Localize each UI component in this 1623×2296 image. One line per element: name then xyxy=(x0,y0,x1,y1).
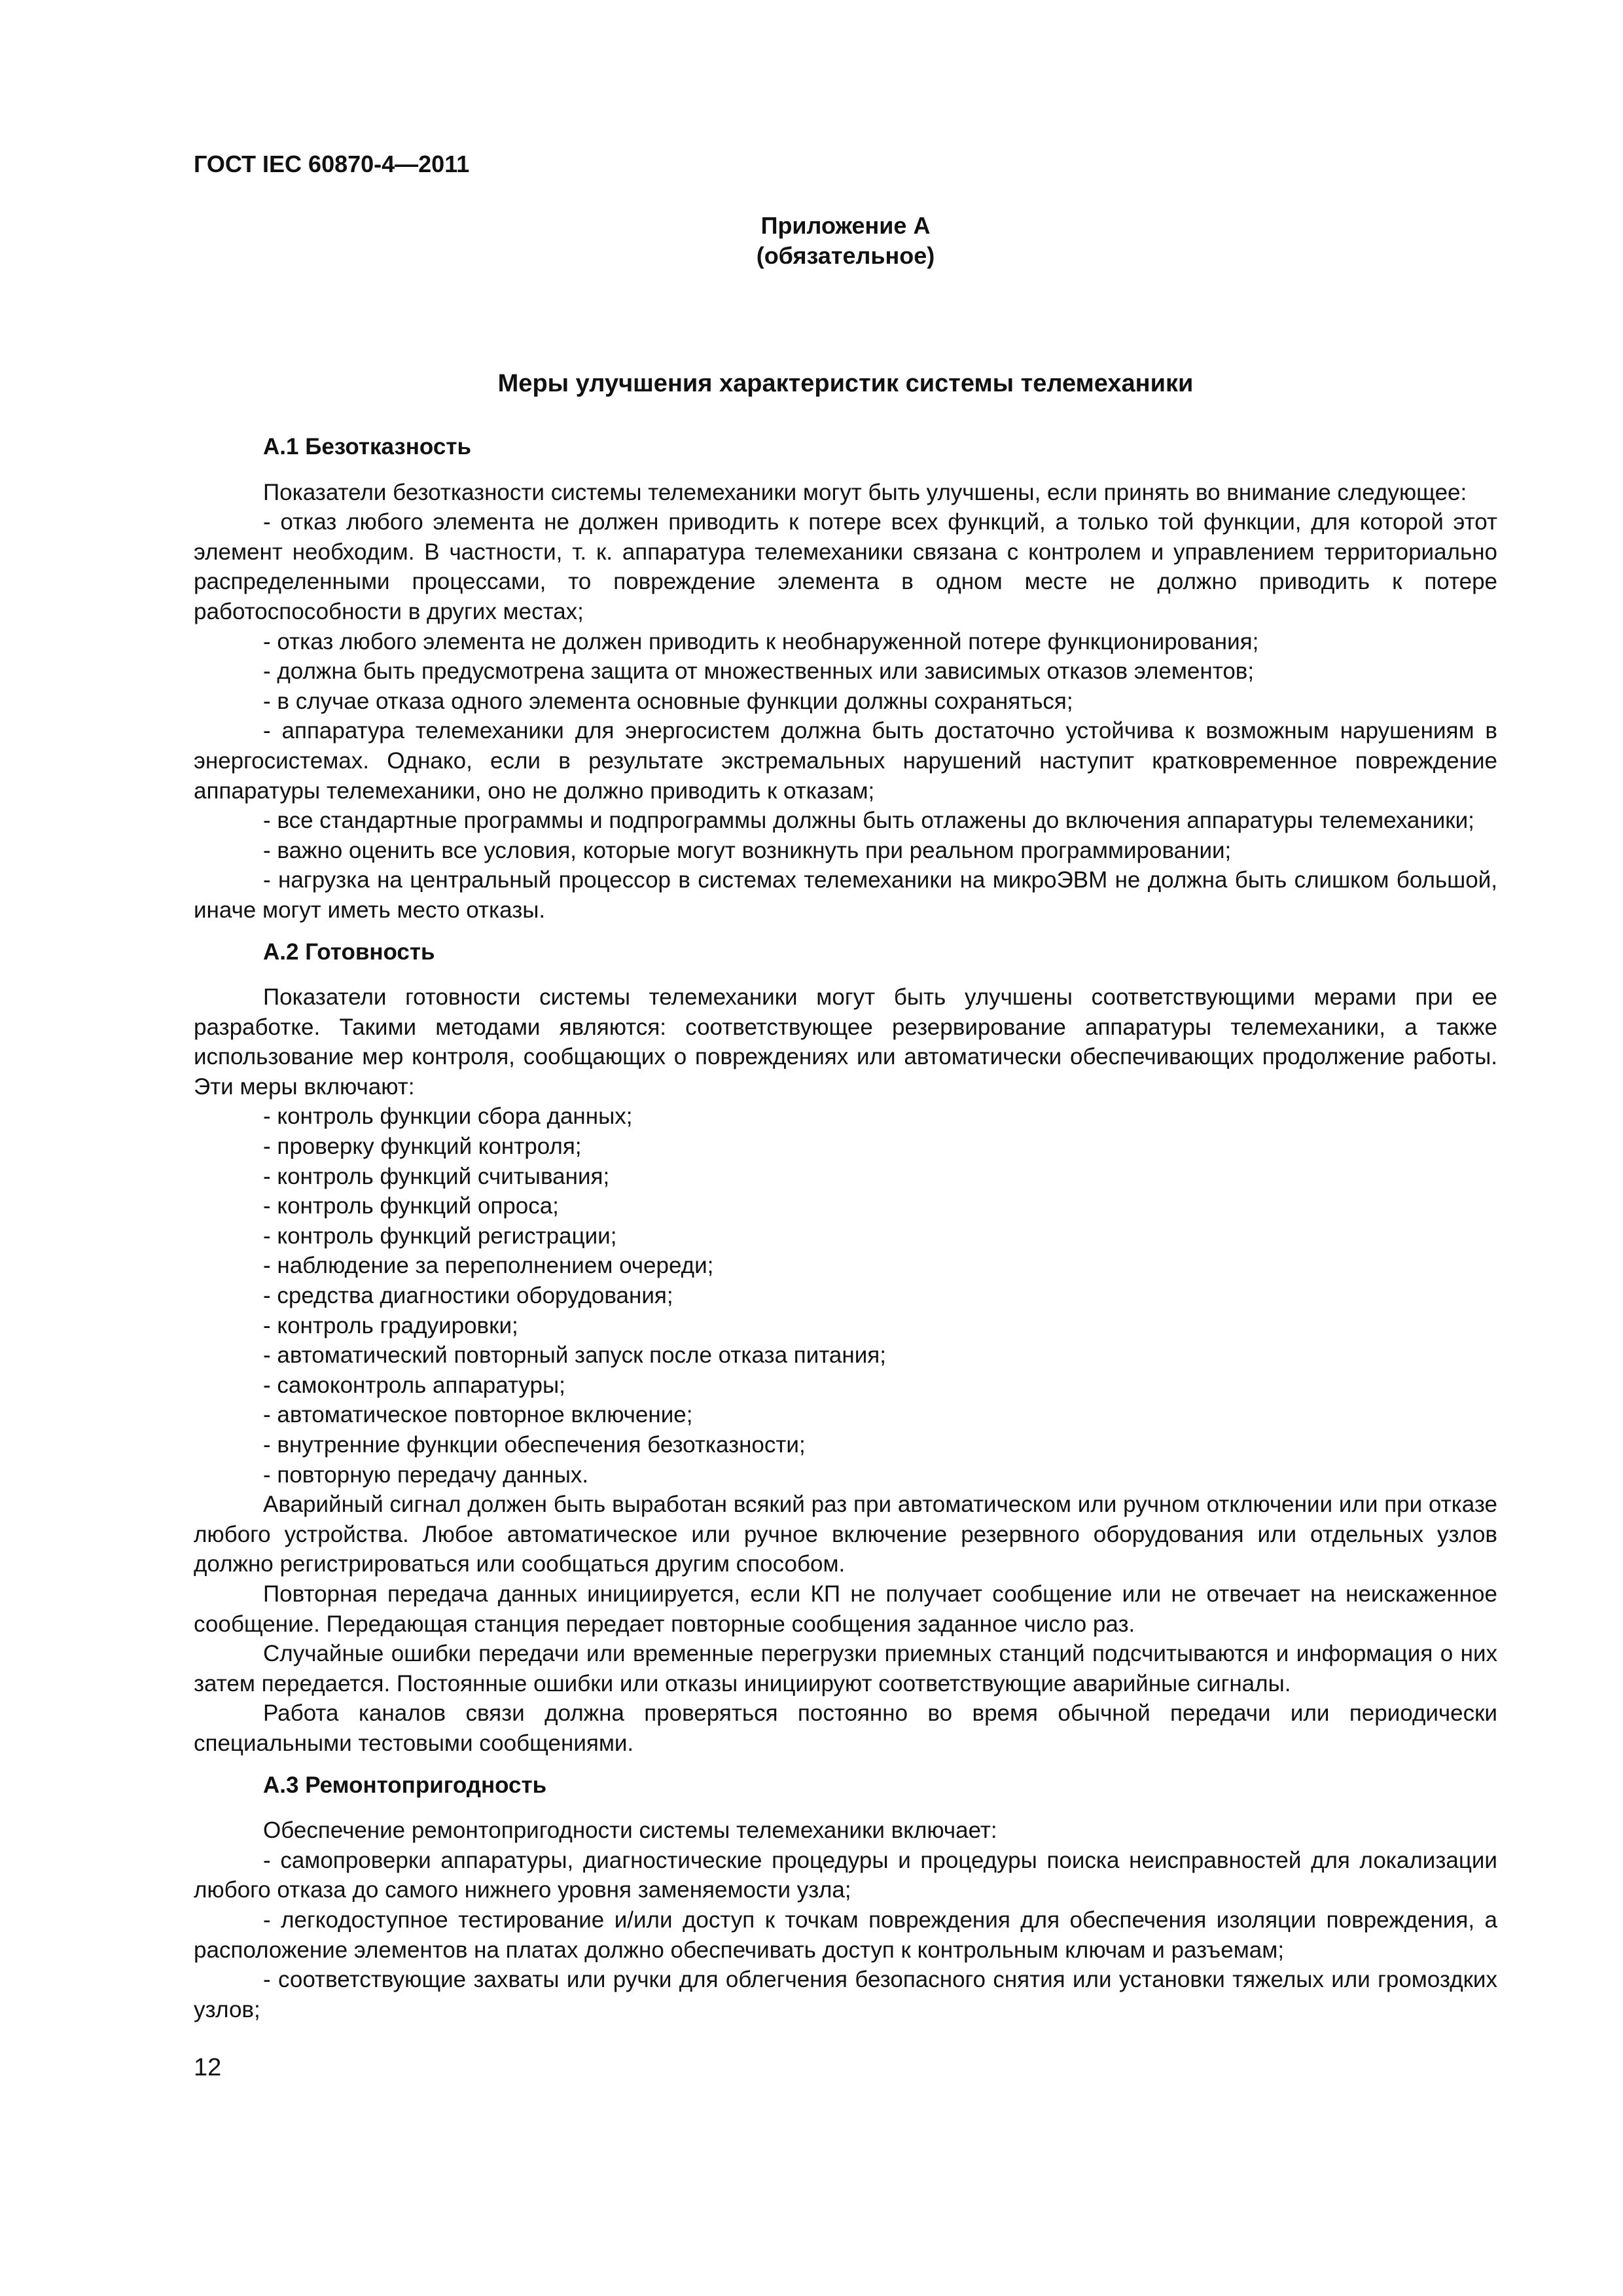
main-title: Меры улучшения характеристик системы телемеханики xyxy=(497,370,1194,397)
list-item: - контроль функции сбора данных; xyxy=(263,1103,633,1130)
annex-title: Приложение А xyxy=(760,212,931,239)
list-item: - контроль функций опроса; xyxy=(263,1193,559,1219)
list-item: - легкодоступное тестирование и/или доступ к точкам повреждения для обеспечения изоляции повреждения, а расположение элементов на платах должно обеспечивать доступ к контрольным ключам и разъемам; xyxy=(194,1907,1497,1963)
list-item: - отказ любого элемента не должен приводить к необнаруженной потере функционирования; xyxy=(263,628,1259,655)
list-item: - автоматическое повторное включение; xyxy=(263,1402,693,1428)
paragraph: Случайные ошибки передачи или временные перегрузки приемных станций подсчитываются и информация о них затем передается. Постоянные ошибки или отказы инициируют соответствующие аварийные сигналы. xyxy=(194,1641,1497,1696)
list-item: - нагрузка на центральный процессор в системах телемеханики на микроЭВМ не должна быть слишком большой, иначе могут иметь место отказы. xyxy=(194,867,1497,923)
section-heading-a3: А.3 Ремонтопригодность xyxy=(263,1772,547,1798)
list-item: - в случае отказа одного элемента основные функции должны сохраняться; xyxy=(263,688,1073,714)
document-body xyxy=(194,432,1497,2024)
section-a1-intro: Показатели безотказности системы телемеханики могут быть улучшены, если принять во внимание следующее: xyxy=(263,479,1467,505)
paragraph: Повторная передача данных инициируется, если КП не получает сообщение или не отвечает на неискаженное сообщение. Передающая станция передает повторные сообщения заданное число раз. xyxy=(194,1581,1497,1637)
document-code: ГОСТ IEC 60870-4—2011 xyxy=(194,151,470,177)
list-item: - контроль функций регистрации; xyxy=(263,1223,617,1249)
paragraph: Аварийный сигнал должен быть выработан всякий раз при автоматическом или ручном отключении или при отказе любого устройства. Любое автоматическое или ручное включение резервного оборудования или отдельных узлов должно регистрироваться или сообщаться другим способом. xyxy=(194,1492,1497,1577)
list-item: - самоконтроль аппаратуры; xyxy=(263,1372,565,1398)
list-item: - отказ любого элемента не должен приводить к потере всех функций, а только той функции, для которой этот элемент необходим. В частности, т. к. аппаратура телемеханики связана с контролем и управлением территориально распределенными процессами, то повреждение элемента в одном месте не должно приводить к потере работоспособности в других местах; xyxy=(194,509,1497,624)
paragraph: Работа каналов связи должна проверяться постоянно во время обычной передачи или периодически специальными тестовыми сообщениями. xyxy=(194,1700,1497,1756)
list-item: - повторную передачу данных. xyxy=(263,1462,589,1488)
list-item: - проверку функций контроля; xyxy=(263,1134,582,1160)
section-a2-intro: Показатели готовности системы телемеханики могут быть улучшены соответствующими мерами при ее разработке. Такими методами являются: соответствующее резервирование аппаратуры телемеханики, а также использование мер контроля, сообщающих о повреждениях или автоматически обеспечивающих продолжение работы. Эти меры включают: xyxy=(194,984,1497,1100)
list-item: - самопроверки аппаратуры, диагностические процедуры и процедуры поиска неисправностей для локализации любого отказа до самого нижнего уровня заменяемости узла; xyxy=(194,1847,1497,1903)
list-item: - контроль градуировки; xyxy=(263,1312,518,1338)
list-item: - контроль функций считывания; xyxy=(263,1163,610,1189)
list-item: - важно оценить все условия, которые могут возникнуть при реальном программировании; xyxy=(263,837,1232,863)
list-item: - все стандартные программы и подпрограммы должны быть отлажены до включения аппаратуры телемеханики; xyxy=(263,808,1474,834)
list-item: - соответствующие захваты или ручки для облегчения безопасного снятия или установки тяжелых или громоздких узлов; xyxy=(194,1967,1497,2022)
section-heading-a1: А.1 Безотказность xyxy=(263,434,471,459)
page-number: 12 xyxy=(194,2054,222,2081)
section-a3-intro: Обеспечение ремонтопригодности системы телемеханики включает: xyxy=(263,1818,997,1844)
section-heading-a2: А.2 Готовность xyxy=(263,939,435,965)
annex-header xyxy=(194,211,1497,271)
list-item: - аппаратура телемеханики для энергосистем должна быть достаточно устойчива к возможным нарушениям в энергосистемах. Однако, если в результате экстремальных нарушений наступит кратковременное повреждение аппаратуры телемеханики, оно не должно приводить к отказам; xyxy=(194,718,1497,804)
list-item: - наблюдение за переполнением очереди; xyxy=(263,1253,714,1279)
list-item: - внутренние функции обеспечения безотказности; xyxy=(263,1432,806,1458)
list-item: - средства диагностики оборудования; xyxy=(263,1283,673,1309)
list-item: - автоматический повторный запуск после отказа питания; xyxy=(263,1342,886,1369)
list-item: - должна быть предусмотрена защита от множественных или зависимых отказов элементов; xyxy=(263,658,1255,685)
annex-status: (обязательное) xyxy=(756,242,935,269)
